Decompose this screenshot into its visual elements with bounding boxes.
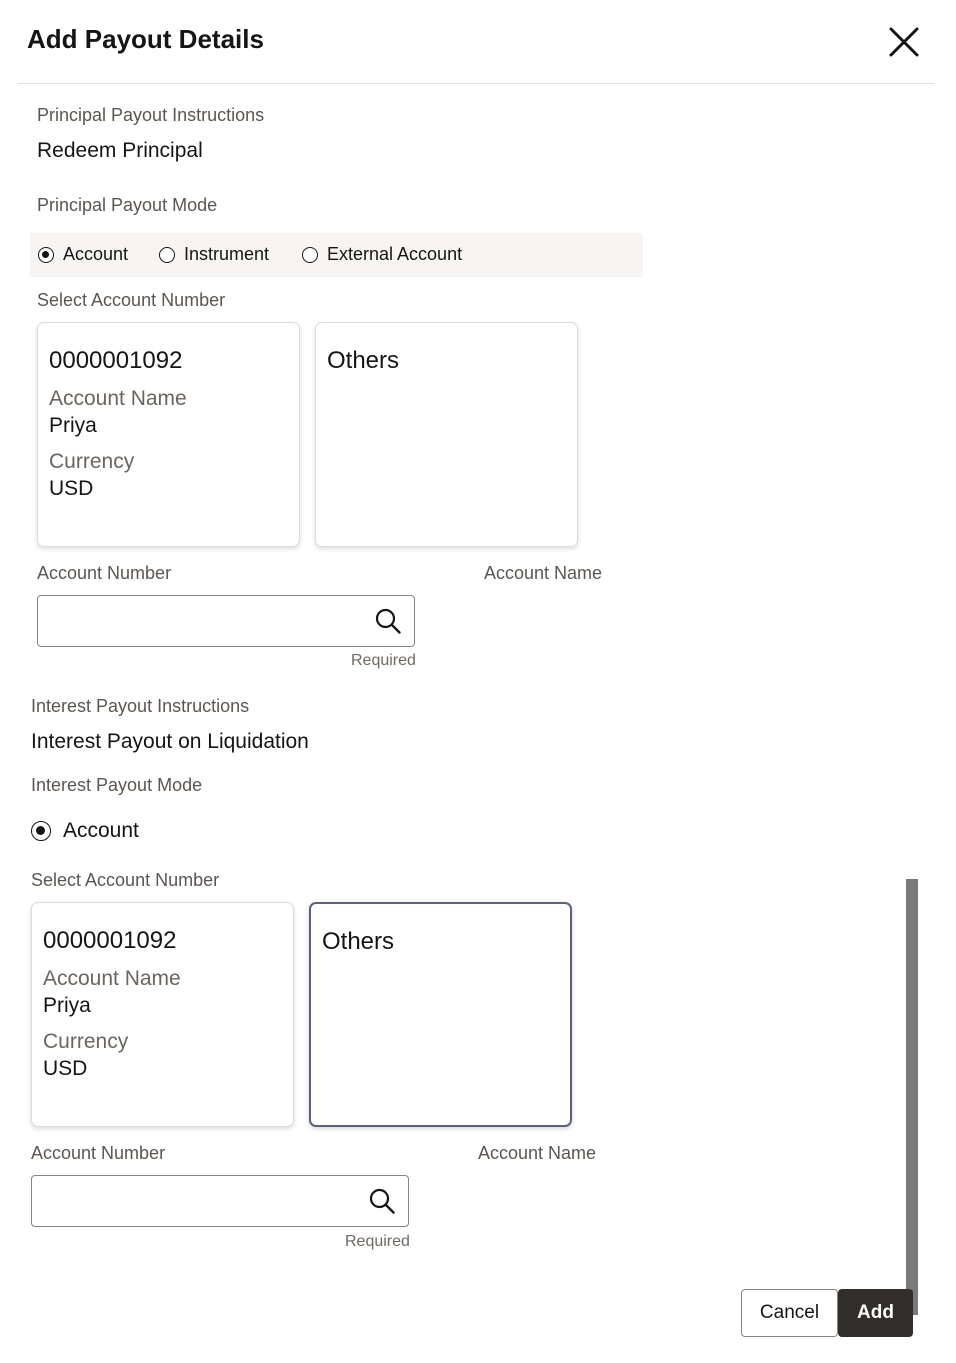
cancel-button[interactable]: Cancel (741, 1289, 838, 1337)
account-card-number: 0000001092 (43, 927, 177, 954)
radio-instrument[interactable] (159, 244, 269, 265)
principal-account-number-input[interactable] (48, 606, 362, 638)
principal-account-name-label: Account Name (484, 563, 603, 583)
principal-account-number-field (37, 595, 415, 647)
dialog-title: Add Payout Details (27, 24, 264, 54)
account-card-name-value: Priya (43, 994, 91, 1017)
search-icon[interactable] (368, 1187, 396, 1215)
principal-account-number-label: Account Number (37, 563, 172, 583)
radio-label: Instrument (184, 244, 270, 264)
principal-instructions-label: Principal Payout Instructions (37, 105, 265, 125)
header-divider (18, 83, 934, 84)
radio-account[interactable] (38, 244, 128, 265)
radio-label: Account (63, 819, 139, 842)
interest-account-name-label: Account Name (478, 1143, 597, 1163)
others-card-label: Others (327, 347, 400, 374)
account-card-currency-label: Currency (43, 1030, 129, 1053)
search-icon[interactable] (374, 607, 402, 635)
radio-unselected-icon (159, 247, 175, 263)
interest-mode-label: Interest Payout Mode (31, 775, 203, 795)
interest-others-card[interactable] (309, 902, 572, 1127)
account-card-name-value: Priya (49, 414, 97, 437)
principal-others-card[interactable] (315, 322, 578, 547)
interest-instructions-label: Interest Payout Instructions (31, 696, 250, 716)
principal-mode-label: Principal Payout Mode (37, 195, 218, 215)
principal-instructions-value: Redeem Principal (37, 139, 203, 162)
principal-select-account-label: Select Account Number (37, 290, 226, 310)
account-card-currency-value: USD (43, 1057, 88, 1080)
principal-account-card[interactable] (37, 322, 300, 547)
interest-required-hint: Required (345, 1233, 410, 1250)
account-card-currency-value: USD (49, 477, 94, 500)
add-button[interactable]: Add (838, 1289, 913, 1337)
interest-account-number-label: Account Number (31, 1143, 166, 1163)
account-card-currency-label: Currency (49, 450, 135, 473)
principal-required-hint: Required (351, 652, 416, 669)
radio-selected-icon (31, 821, 51, 841)
interest-radio-account[interactable] (31, 819, 139, 843)
account-card-name-label: Account Name (43, 967, 181, 990)
interest-instructions-value: Interest Payout on Liquidation (31, 730, 309, 753)
radio-label: Account (63, 244, 129, 264)
interest-account-number-field (31, 1175, 409, 1227)
others-card-label: Others (322, 928, 395, 955)
radio-selected-icon (38, 247, 54, 263)
account-card-number: 0000001092 (49, 347, 183, 374)
radio-label: External Account (327, 244, 463, 264)
interest-account-number-input[interactable] (42, 1186, 356, 1218)
radio-unselected-icon (302, 247, 318, 263)
principal-mode-radio-group (30, 233, 643, 277)
account-card-name-label: Account Name (49, 387, 187, 410)
interest-select-account-label: Select Account Number (31, 870, 220, 890)
close-button[interactable] (884, 22, 924, 62)
interest-account-card[interactable] (31, 902, 294, 1127)
close-icon (884, 22, 924, 62)
radio-external-account[interactable] (302, 244, 462, 265)
scrollbar-thumb[interactable] (906, 879, 918, 1315)
